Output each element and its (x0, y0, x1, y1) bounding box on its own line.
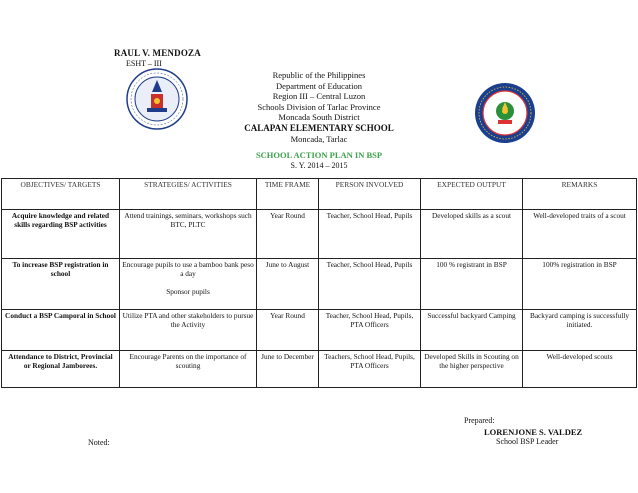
plan-school-year: S. Y. 2014 – 2015 (290, 161, 348, 170)
row-persons: Teachers, School Head, Pupils, PTA Officers (319, 351, 421, 388)
row-strategy (120, 351, 257, 388)
header-remarks: REMARKS (523, 179, 637, 210)
row-time-frame: June to August (257, 259, 319, 310)
prepared-name: LORENJONE S. VALDEZ (484, 427, 583, 437)
row-time-frame: Year Round (257, 310, 319, 351)
row-strategy (120, 259, 257, 310)
header-line-4: Schools Division of Tarlac Province (257, 101, 381, 112)
row-strategy-text: Attend trainings, seminars, workshops such BTC, PLTC (124, 211, 252, 230)
table-row (2, 310, 637, 351)
row-strategy-text: Encourage Parents on the importance of scouting (129, 352, 247, 371)
header-line-3: Region III – Central Luzon (272, 91, 366, 102)
row-objective: Conduct a BSP Camporal in School (2, 310, 120, 351)
prepared-label: Prepared: (464, 416, 495, 425)
header-line-1: Republic of the Philippines (272, 70, 366, 80)
row-output: 100 % registrant in BSP (421, 259, 523, 310)
table-header-row (2, 179, 637, 210)
row-persons: Teacher, School Head, Pupils, PTA Officers (319, 310, 421, 351)
prepared-position: School BSP Leader (496, 437, 559, 446)
top-signatory-name: RAUL V. MENDOZA (114, 48, 201, 58)
row-persons: Teacher, School Head, Pupils (319, 210, 421, 259)
table-row (2, 259, 637, 310)
row-strategy-text: Utilize PTA and other stakeholders to pursue the Activity (122, 311, 254, 330)
header-strategies: STRATEGIES/ ACTIVITIES (120, 179, 257, 210)
row-strategy-extra: Sponsor pupils (166, 287, 210, 297)
row-strategy-text: Encourage pupils to use a bamboo bank peso a day (122, 260, 254, 279)
row-output: Successful backyard Camping (421, 310, 523, 351)
table-row (2, 210, 637, 259)
top-signatory-position: ESHT – III (126, 59, 162, 68)
noted-label: Noted: (88, 438, 110, 447)
row-objective: Attendance to District, Provincial or Regional Jamborees. (2, 351, 120, 388)
row-time-frame: June to December (257, 351, 319, 388)
row-remarks: Well-developed traits of a scout (523, 210, 637, 259)
header-expected-output: EXPECTED OUTPUT (421, 179, 523, 210)
header-person-involved: PERSON INVOLVED (319, 179, 421, 210)
header-objectives: OBJECTIVES/ TARGETS (2, 179, 120, 210)
row-remarks: Well-developed scouts (523, 351, 637, 388)
row-persons: Teacher, School Head, Pupils (319, 259, 421, 310)
row-strategy (120, 310, 257, 351)
row-time-frame: Year Round (257, 210, 319, 259)
school-header (0, 70, 638, 144)
row-output: Developed skills as a scout (421, 210, 523, 259)
row-output: Developed Skills in Scouting on the higher perspective (421, 351, 523, 388)
plan-title: SCHOOL ACTION PLAN IN BSP (255, 150, 383, 160)
row-strategy (120, 210, 257, 259)
header-time-frame: TIME FRAME (257, 179, 319, 210)
row-objective: Acquire knowledge and related skills regarding BSP activities (2, 210, 120, 259)
header-line-5: Moncada South District (278, 112, 360, 123)
row-remarks: Backyard camping is successfully initiated. (523, 310, 637, 351)
school-name: CALAPAN ELEMENTARY SCHOOL (244, 122, 394, 133)
table-row (2, 351, 637, 388)
header-line-2: Department of Education (276, 80, 362, 91)
row-objective: To increase BSP registration in school (2, 259, 120, 310)
school-location: Moncada, Tarlac (290, 133, 348, 144)
row-remarks: 100% registration in BSP (523, 259, 637, 310)
action-plan-table (1, 178, 637, 388)
